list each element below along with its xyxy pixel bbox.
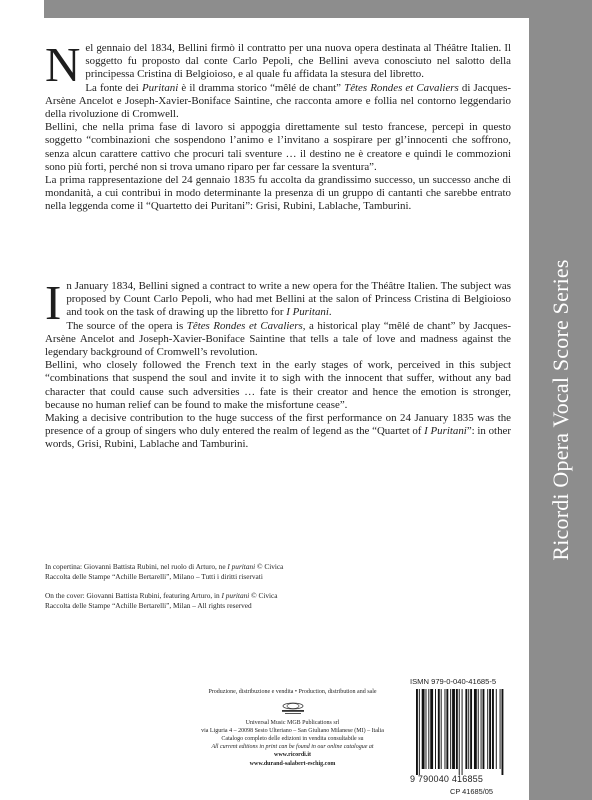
caption-english: On the cover: Giovanni Battista Rubini, featuring Arturo, in I puritani © Civica Raccolta delle Stampe “Achille Bertarelli”, Milan – All rights reserved <box>45 591 278 610</box>
publisher-info <box>170 688 415 768</box>
catalog-code: CP 41685/05 <box>450 787 494 796</box>
italian-text <box>45 37 511 214</box>
english-text <box>45 275 511 452</box>
top-rule <box>44 0 529 18</box>
company-name: Universal Music MGB Publications srl <box>245 720 340 727</box>
universal-music-logo <box>278 702 308 716</box>
italian-paragraph-3: Bellini, che nella prima fase di lavoro si appoggia direttamente sul testo francese, percepì in questo soggetto “combinazioni che sospendono l’animo e l’invitano a sospirare per gl’innocenti che soffrono, senza alcun carattere cattivo che procuri tali sventure … il destino ne è creatore e quindi le commozioni sono più forti, perché non si trova umano riparo per far cessare la sventura”. <box>45 121 511 173</box>
italian-paragraph-2: La fonte dei Puritani è il dramma storico “mêlé de chant” Têtes Rondes et Cavaliers di Jacques-Arsène Ancelot e Joseph-Xavier-Boniface Saintine, che racconta amore e follia nel contorno leggendario della rivoluzione di Cromwell. <box>45 81 511 121</box>
english-paragraph-1: In January 1834, Bellini signed a contract to write a new opera for the Théâtre Italien. The subject was proposed by Count Carlo Pepoli, who had met Bellini at the salon of Princess Cristina di Belgioioso and took on the task of drawing up the libretto for I Puritani. <box>45 275 511 330</box>
dropcap-i: I <box>45 275 62 330</box>
company-address: via Liguria 4 – 20098 Sesto Ulteriano – San Giuliano Milanese (MI) – Italia <box>201 728 384 735</box>
barcode-digits: 9 790040 416855 <box>410 774 484 784</box>
caption-italian: In copertina: Giovanni Battista Rubini, nel ruolo di Arturo, ne I puritani © Civica Raccolta delle Stampe “Achille Bertarelli”, Milano – Tutti i diritti riservati <box>45 562 284 581</box>
english-paragraph-2: The source of the opera is Têtes Rondes et Cavaliers, a historical play “mêlé de chant” by Jacques-Arsène Ancelot and Joseph-Xavier-Boniface Saintine that tells a tale of love and madness against the legendary background of Cromwell’s revolution. <box>45 319 511 359</box>
dropcap-n: N <box>45 37 81 92</box>
catalog-italian: Catalogo completo delle edizioni in vendita consultabile su <box>221 736 364 743</box>
catalog-english: All current editions in print can be found in our online catalogue at <box>211 744 374 751</box>
website-ricordi[interactable]: www.ricordi.it <box>274 752 311 759</box>
english-paragraph-4: Making a decisive contribution to the huge success of the first performance on 24 January 1835 was the presence of a group of singers who duly entered the realm of legend as the “Quartet of I Puritani”: in other words, Grisi, Rubini, Lablache and Tamburini. <box>45 412 511 451</box>
ismn-number: ISMN 979-0-040-41685-5 <box>410 677 497 686</box>
italian-paragraph-1: Nel gennaio del 1834, Bellini firmò il contratto per una nuova opera destinata al Théâtre Italien. Il soggetto fu proposto dal conte Carlo Pepoli, che Bellini aveva conosciuto nel salotto della principessa Cristina di Belgioioso, e al quale fu affidata la stesura del libretto. <box>45 37 511 92</box>
italian-paragraph-4: La prima rappresentazione del 24 gennaio 1835 fu accolta da grandissimo successo, un successo anche di mondanità, a cui contribuì in modo determinante la presenza di un gruppo di cantanti che sarebbe entrato nella leggenda come il “Quartetto dei Puritani”: Grisi, Rubini, Lablache, Tamburini. <box>45 174 511 213</box>
english-paragraph-3: Bellini, who closely followed the French text in the early stages of work, perceived in this subject “combinations that suspend the soul and invite it to sigh with the innocent that suffer, without any bad character that could cause such adversities … fate is their creator and hence the emotion is stronger, because no human relief can be found to make the misfortune cease”. <box>45 359 511 411</box>
series-title: Ricordi Opera Vocal Score Series <box>548 259 573 561</box>
isbn-block <box>410 677 524 784</box>
barcode <box>410 689 522 775</box>
production-line: Produzione, distribuzione e vendita • Production, distribution and sale <box>208 689 377 695</box>
cover-captions <box>45 562 290 620</box>
website-durand[interactable]: www.durand-salabert-eschig.com <box>249 760 336 767</box>
